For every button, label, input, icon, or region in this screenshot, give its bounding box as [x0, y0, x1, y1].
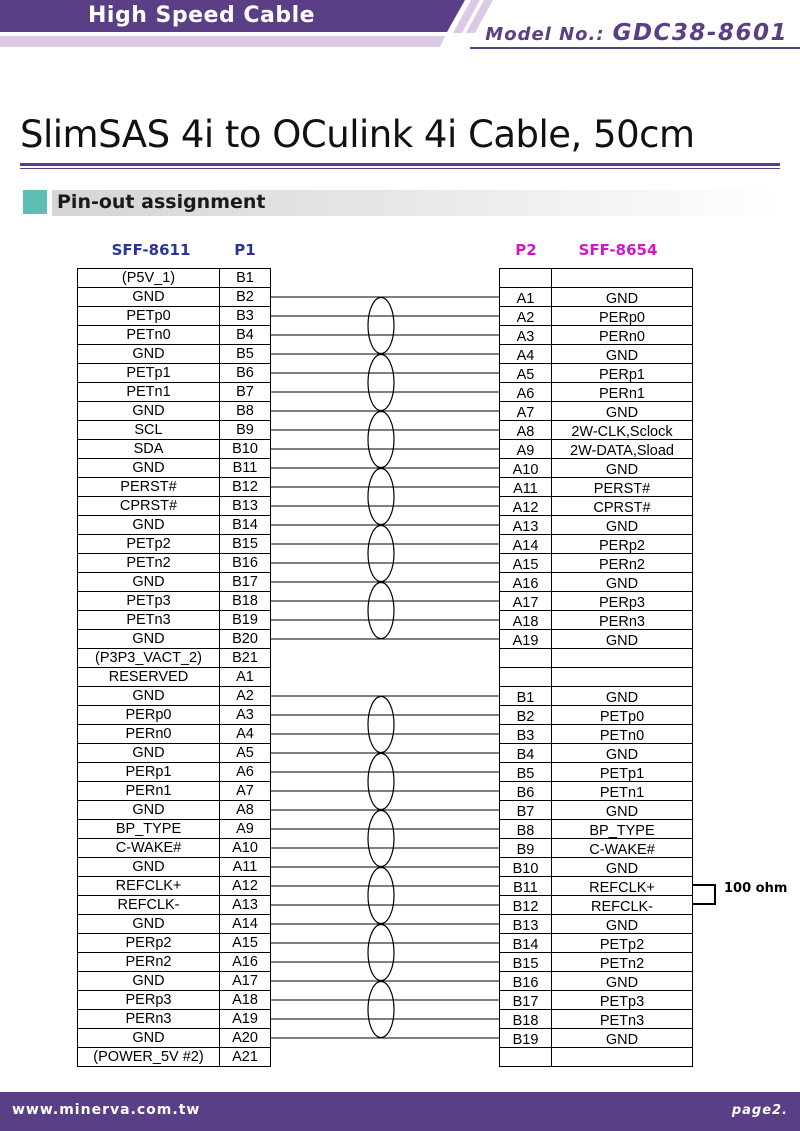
p1-row [77, 744, 271, 763]
signal-cell: GND [551, 1029, 693, 1047]
p1-row [77, 991, 271, 1010]
p2-header: P2 [515, 241, 537, 259]
pin-cell: A12 [219, 877, 271, 895]
p2-row [499, 383, 693, 402]
signal-cell: PERp2 [77, 934, 219, 952]
pin-cell: B15 [499, 953, 551, 971]
pin-cell: A2 [499, 307, 551, 325]
twisted-pair-shield [368, 754, 394, 810]
signal-cell: GND [551, 459, 693, 477]
pin-cell [499, 649, 551, 667]
p1-row [77, 896, 271, 915]
p2-row [499, 934, 693, 953]
p1-row [77, 573, 271, 592]
signal-cell: GND [77, 915, 219, 933]
pin-cell: A8 [499, 421, 551, 439]
pin-cell: A6 [499, 383, 551, 401]
p2-row [499, 554, 693, 573]
p2-row [499, 1010, 693, 1029]
pin-cell: A9 [219, 820, 271, 838]
p1-row [77, 1048, 271, 1067]
p1-row [77, 516, 271, 535]
termination-label: 100 ohm [724, 881, 788, 896]
p1-row [77, 782, 271, 801]
pin-cell: B9 [499, 839, 551, 857]
pin-cell: B7 [219, 383, 271, 401]
p1-connector-header: SFF-8611 [111, 241, 191, 259]
twisted-pair-shield [368, 412, 394, 468]
p1-row [77, 269, 271, 288]
pin-cell: A2 [219, 687, 271, 705]
p1-row [77, 820, 271, 839]
signal-cell: SDA [77, 440, 219, 458]
pin-cell: A8 [219, 801, 271, 819]
pin-cell: B5 [499, 763, 551, 781]
p2-row [499, 459, 693, 478]
p1-row [77, 687, 271, 706]
pin-cell: A17 [219, 972, 271, 990]
p2-row [499, 364, 693, 383]
p1-row [77, 554, 271, 573]
signal-cell: RESERVED [77, 668, 219, 686]
signal-cell: 2W-CLK,Sclock [551, 421, 693, 439]
pin-cell: B4 [499, 744, 551, 762]
p1-row [77, 858, 271, 877]
signal-cell: GND [77, 573, 219, 591]
p2-row [499, 972, 693, 991]
p2-row [499, 402, 693, 421]
signal-cell: REFCLK+ [77, 877, 219, 895]
pin-cell: A18 [499, 611, 551, 629]
signal-cell: PETp0 [77, 307, 219, 325]
p1-row [77, 535, 271, 554]
p2-row [499, 915, 693, 934]
signal-cell: BP_TYPE [551, 820, 693, 838]
p1-row [77, 288, 271, 307]
pin-cell: A4 [499, 345, 551, 363]
signal-cell: GND [77, 288, 219, 306]
p1-row [77, 630, 271, 649]
p2-row [499, 706, 693, 725]
p2-row [499, 953, 693, 972]
pin-cell: B2 [219, 288, 271, 306]
signal-cell: GND [77, 744, 219, 762]
signal-cell: PERp0 [551, 307, 693, 325]
p1-row [77, 1010, 271, 1029]
signal-cell: C-WAKE# [551, 839, 693, 857]
pin-cell: A17 [499, 592, 551, 610]
signal-cell: GND [77, 345, 219, 363]
p2-row [499, 725, 693, 744]
signal-cell: GND [551, 801, 693, 819]
pin-cell: B10 [219, 440, 271, 458]
pin-cell: B7 [499, 801, 551, 819]
p2-row [499, 288, 693, 307]
title-underline-thin [20, 168, 780, 169]
p1-row [77, 402, 271, 421]
signal-cell: PERST# [551, 478, 693, 496]
p2-row [499, 858, 693, 877]
pin-cell: A12 [499, 497, 551, 515]
signal-cell [551, 269, 693, 287]
pin-cell: B13 [499, 915, 551, 933]
p2-row [499, 877, 693, 896]
signal-cell: PETn0 [551, 725, 693, 743]
pin-cell: B11 [499, 877, 551, 895]
signal-cell: (P5V_1) [77, 269, 219, 287]
pin-cell: B19 [499, 1029, 551, 1047]
signal-cell: PERp1 [551, 364, 693, 382]
pin-cell: A13 [219, 896, 271, 914]
section-marker-square [23, 190, 47, 214]
twisted-pair-shield [368, 868, 394, 924]
pin-cell: A3 [219, 706, 271, 724]
signal-cell: PETp3 [551, 991, 693, 1009]
pin-cell: A15 [219, 934, 271, 952]
pin-cell: A10 [219, 839, 271, 857]
pin-cell: A10 [499, 459, 551, 477]
signal-cell: GND [551, 744, 693, 762]
signal-cell: PERn0 [551, 326, 693, 344]
p2-connector-header: SFF-8654 [578, 241, 658, 259]
p2-row [499, 991, 693, 1010]
twisted-pair-shield [368, 355, 394, 411]
signal-cell: PETp2 [77, 535, 219, 553]
p2-row [499, 345, 693, 364]
p2-row [499, 478, 693, 497]
pin-cell: A18 [219, 991, 271, 1009]
p2-row [499, 497, 693, 516]
page-title: SlimSAS 4i to OCulink 4i Cable, 50cm [20, 113, 695, 156]
signal-cell: PERn3 [77, 1010, 219, 1028]
pin-cell: A1 [499, 288, 551, 306]
pin-cell: B5 [219, 345, 271, 363]
pin-cell: B11 [219, 459, 271, 477]
signal-cell: 2W-DATA,Sload [551, 440, 693, 458]
p1-row [77, 611, 271, 630]
termination-resistor [693, 885, 715, 904]
p2-row [499, 649, 693, 668]
pin-cell [499, 269, 551, 287]
p1-row [77, 877, 271, 896]
p1-row [77, 497, 271, 516]
p1-row [77, 421, 271, 440]
p1-row [77, 383, 271, 402]
p1-row [77, 668, 271, 687]
p2-row [499, 896, 693, 915]
pin-cell [499, 668, 551, 686]
twisted-pair-shield [368, 298, 394, 354]
pin-cell: A14 [499, 535, 551, 553]
p2-row [499, 782, 693, 801]
pin-cell: B17 [219, 573, 271, 591]
signal-cell: REFCLK+ [551, 877, 693, 895]
pin-cell: A6 [219, 763, 271, 781]
pin-cell: A19 [499, 630, 551, 648]
pin-cell: A7 [499, 402, 551, 420]
pin-cell: B19 [219, 611, 271, 629]
p2-row [499, 1048, 693, 1067]
signal-cell: GND [77, 630, 219, 648]
pin-cell: A5 [219, 744, 271, 762]
pin-cell [499, 1048, 551, 1066]
signal-cell [551, 1048, 693, 1066]
signal-cell: PETp3 [77, 592, 219, 610]
pin-cell: B2 [499, 706, 551, 724]
signal-cell: PERST# [77, 478, 219, 496]
pin-cell: B17 [499, 991, 551, 1009]
signal-cell: (P3P3_VACT_2) [77, 649, 219, 667]
pin-cell: A20 [219, 1029, 271, 1047]
pin-cell: A7 [219, 782, 271, 800]
pin-cell: A19 [219, 1010, 271, 1028]
pin-cell: A3 [499, 326, 551, 344]
pin-cell: A4 [219, 725, 271, 743]
pin-cell: B1 [499, 687, 551, 705]
signal-cell: GND [551, 630, 693, 648]
signal-cell: PETn2 [77, 554, 219, 572]
signal-cell: PETp0 [551, 706, 693, 724]
p1-row [77, 649, 271, 668]
p2-row [499, 820, 693, 839]
signal-cell: REFCLK- [551, 896, 693, 914]
p1-row [77, 592, 271, 611]
signal-cell: GND [551, 972, 693, 990]
pin-cell: B6 [219, 364, 271, 382]
signal-cell: PERn1 [77, 782, 219, 800]
signal-cell: BP_TYPE [77, 820, 219, 838]
signal-cell [551, 668, 693, 686]
p1-row [77, 459, 271, 478]
title-underline [20, 163, 780, 166]
twisted-pair-shield [368, 811, 394, 867]
pin-cell: A11 [499, 478, 551, 496]
signal-cell: CPRST# [77, 497, 219, 515]
signal-cell: GND [77, 402, 219, 420]
p2-row [499, 668, 693, 687]
pin-cell: B14 [499, 934, 551, 952]
signal-cell: GND [551, 288, 693, 306]
category-title: High Speed Cable [88, 3, 316, 28]
signal-cell: PETp2 [551, 934, 693, 952]
pin-cell: A13 [499, 516, 551, 534]
signal-cell: PETn1 [77, 383, 219, 401]
pin-cell: B16 [219, 554, 271, 572]
signal-cell: PETn3 [551, 1010, 693, 1028]
signal-cell: PETn3 [77, 611, 219, 629]
p2-row [499, 744, 693, 763]
twisted-pair-shield [368, 526, 394, 582]
p2-pin-table [499, 268, 693, 1067]
p1-row [77, 725, 271, 744]
signal-cell: GND [551, 402, 693, 420]
pin-cell: A5 [499, 364, 551, 382]
twisted-pair-shield [368, 583, 394, 639]
p2-row [499, 839, 693, 858]
pin-cell: B3 [499, 725, 551, 743]
signal-cell: GND [551, 687, 693, 705]
p2-row [499, 326, 693, 345]
p2-row [499, 307, 693, 326]
p2-row [499, 269, 693, 288]
signal-cell: GND [551, 915, 693, 933]
twisted-pair-shield [368, 982, 394, 1038]
pin-cell: B3 [219, 307, 271, 325]
signal-cell: GND [77, 687, 219, 705]
pin-cell: B8 [499, 820, 551, 838]
p1-row [77, 706, 271, 725]
p2-row [499, 421, 693, 440]
signal-cell: (POWER_5V #2) [77, 1048, 219, 1066]
pin-cell: B18 [499, 1010, 551, 1028]
signal-cell: PERp1 [77, 763, 219, 781]
signal-cell: PERp0 [77, 706, 219, 724]
pin-cell: B14 [219, 516, 271, 534]
p1-row [77, 972, 271, 991]
p1-row [77, 934, 271, 953]
signal-cell: GND [77, 1029, 219, 1047]
pin-cell: A15 [499, 554, 551, 572]
pin-cell: B9 [219, 421, 271, 439]
p1-row [77, 440, 271, 459]
signal-cell: CPRST# [551, 497, 693, 515]
signal-cell: GND [77, 516, 219, 534]
p1-header: P1 [234, 241, 256, 259]
p1-pin-table [77, 268, 271, 1067]
pin-cell: B16 [499, 972, 551, 990]
signal-cell: GND [77, 459, 219, 477]
twisted-pair-shield [368, 469, 394, 525]
p1-row [77, 953, 271, 972]
p2-row [499, 573, 693, 592]
signal-cell: GND [551, 345, 693, 363]
page-number: page2. [731, 1103, 788, 1118]
p2-row [499, 801, 693, 820]
signal-cell [551, 649, 693, 667]
p1-row [77, 1029, 271, 1048]
signal-cell: PERp3 [77, 991, 219, 1009]
signal-cell: PETn1 [551, 782, 693, 800]
signal-cell: PERn1 [551, 383, 693, 401]
model-number [485, 20, 788, 46]
signal-cell: REFCLK- [77, 896, 219, 914]
pin-cell: B15 [219, 535, 271, 553]
twisted-pair-shield [368, 925, 394, 981]
signal-cell: PETn0 [77, 326, 219, 344]
signal-cell: PERn3 [551, 611, 693, 629]
p1-row [77, 839, 271, 858]
p1-row [77, 478, 271, 497]
pin-cell: A14 [219, 915, 271, 933]
p1-row [77, 915, 271, 934]
signal-cell: PETp1 [551, 763, 693, 781]
pin-cell: B8 [219, 402, 271, 420]
pin-cell: A16 [219, 953, 271, 971]
p2-row [499, 763, 693, 782]
signal-cell: GND [551, 516, 693, 534]
signal-cell: PETp1 [77, 364, 219, 382]
pin-cell: B4 [219, 326, 271, 344]
pin-cell: A21 [219, 1048, 271, 1066]
signal-cell: C-WAKE# [77, 839, 219, 857]
p1-row [77, 763, 271, 782]
p2-row [499, 516, 693, 535]
p2-row [499, 535, 693, 554]
pin-cell: A11 [219, 858, 271, 876]
p2-row [499, 687, 693, 706]
pin-cell: A9 [499, 440, 551, 458]
p2-row [499, 611, 693, 630]
pin-cell: B13 [219, 497, 271, 515]
section-title: Pin-out assignment [57, 191, 266, 213]
pin-cell: A16 [499, 573, 551, 591]
p2-row [499, 440, 693, 459]
signal-cell: GND [77, 858, 219, 876]
signal-cell: GND [77, 801, 219, 819]
pin-cell: A1 [219, 668, 271, 686]
twisted-pair-shield [368, 697, 394, 753]
pin-cell: B12 [219, 478, 271, 496]
signal-cell: PERp2 [551, 535, 693, 553]
signal-cell: GND [77, 972, 219, 990]
pin-cell: B10 [499, 858, 551, 876]
p1-row [77, 345, 271, 364]
p1-row [77, 326, 271, 345]
pin-cell: B21 [219, 649, 271, 667]
pin-cell: B20 [219, 630, 271, 648]
p1-row [77, 307, 271, 326]
signal-cell: SCL [77, 421, 219, 439]
pin-cell: B1 [219, 269, 271, 287]
pin-cell: B6 [499, 782, 551, 800]
signal-cell: GND [551, 858, 693, 876]
signal-cell: PERn2 [551, 554, 693, 572]
signal-cell: PERp3 [551, 592, 693, 610]
footer-url: www.minerva.com.tw [12, 1102, 201, 1118]
signal-cell: PERn2 [77, 953, 219, 971]
pin-cell: B12 [499, 896, 551, 914]
pin-cell: B18 [219, 592, 271, 610]
p2-row [499, 1029, 693, 1048]
model-label: Model No.: [485, 24, 605, 45]
p2-row [499, 592, 693, 611]
model-value: GDC38-8601 [612, 20, 788, 46]
p1-row [77, 364, 271, 383]
p2-row [499, 630, 693, 649]
p1-row [77, 801, 271, 820]
signal-cell: PETn2 [551, 953, 693, 971]
signal-cell: GND [551, 573, 693, 591]
signal-cell: PERn0 [77, 725, 219, 743]
